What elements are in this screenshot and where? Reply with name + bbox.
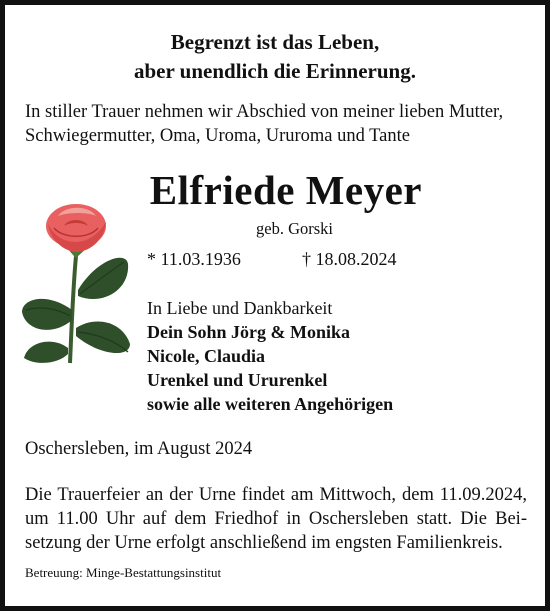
motto [0, 28, 550, 86]
mourner-line: Urenkel und Ururenkel [147, 370, 328, 390]
funeral-service-text [25, 483, 527, 555]
intro-line-2: Schwiegermutter, Oma, Uroma, Ururoma und Tante [25, 126, 410, 146]
motto-line-2: aber unendlich die Erinnerung. [133, 59, 416, 83]
intro-line-1: In stiller Trauer nehmen wir Abschied von meiner lieben Mutter, [25, 102, 504, 122]
place-date: Oschersleben, im August 2024 [25, 439, 253, 459]
mourners-intro: In Liebe und Dankbarkeit [147, 298, 333, 318]
mourner-line: sowie alle weiteren Angehörigen [147, 394, 394, 414]
motto-line-1: Begrenzt ist das Leben, [170, 30, 380, 54]
birth-name: geb. Gorski [256, 219, 333, 238]
mourner-line: Dein Sohn Jörg & Monika [147, 322, 351, 342]
mourners-block [147, 296, 393, 416]
rose-leaf-bottom-left [24, 342, 68, 363]
mourner-line: Nicole, Claudia [147, 346, 266, 366]
rose-leaf-left [22, 299, 72, 330]
intro-text [25, 100, 530, 148]
death-date: † 18.08.2024 [302, 249, 397, 269]
service-line-2: um 11.00 Uhr auf dem Friedhof in Oschersleben statt. Die Bei- [25, 509, 527, 529]
funeral-home-credit: Betreuung: Minge-Bestattungsinstitut [25, 565, 222, 580]
service-line-1: Die Trauerfeier an der Urne findet am Mittwoch, dem 11.09.2024, [25, 485, 527, 505]
birth-date: * 11.03.1936 [147, 249, 241, 269]
service-line-3: setzung der Urne erfolgt anschließend im engsten Familienkreis. [25, 533, 503, 553]
rose-image [18, 198, 136, 366]
deceased-name: Elfriede Meyer [149, 167, 422, 213]
